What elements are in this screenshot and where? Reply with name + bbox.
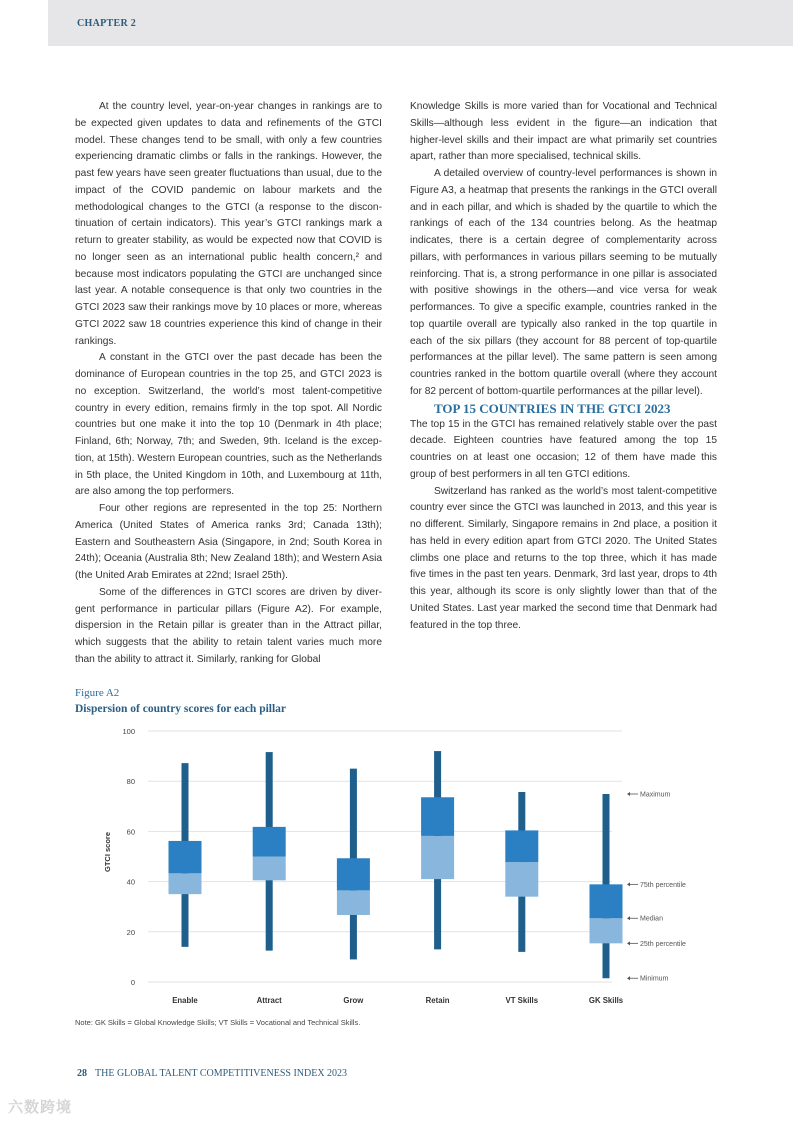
box-lower-quartile [590, 918, 623, 943]
x-category-label: Retain [425, 996, 450, 1005]
box-upper-quartile [505, 830, 538, 862]
left-column [75, 99, 382, 669]
x-category-label: Enable [172, 996, 198, 1005]
arrowhead-icon [627, 941, 630, 945]
box-lower-quartile [421, 836, 454, 879]
x-category-label: Attract [256, 996, 282, 1005]
figure-title: Dispersion of country scores for each pillar [75, 703, 287, 715]
box-upper-quartile [169, 841, 202, 873]
y-tick-label: 0 [130, 978, 135, 987]
legend-annotation: Maximum [640, 791, 671, 799]
box-upper-quartile [421, 797, 454, 836]
paragraph: Four other regions are represented in the top 25: Northern America (United States of America ranks 3rd; Canada 13th); Eastern and Southeastern Asia (Singapore, in 2nd; South Korea in 24th); Oceania (Australia 8th; New Zealand 18th); and Western Asia (the United Arab Emirates at 22nd; Israel 25th). [75, 503, 382, 581]
gridlines [148, 731, 622, 982]
axis-labels [122, 727, 686, 1005]
y-axis-label: GTCI score [103, 831, 112, 873]
box-lower-quartile [337, 890, 370, 915]
box-marks [169, 751, 623, 978]
chapter-header-band [48, 0, 793, 46]
legend-annotation: Minimum [640, 975, 669, 983]
y-tick-label: 20 [126, 927, 135, 937]
paragraph: Some of the differences in GTCI scores are driven by divergent performance in particular pillars (Figure A2). For example, dispersion in the Retain pillar is greater than in the Attract pillar, which suggests that the ability to retain talent varies much more than the ability to attract it. Similarly, ranking for Global [75, 586, 382, 665]
x-category-label: GK Skills [588, 996, 624, 1005]
x-category-label: Grow [343, 996, 364, 1005]
paragraph: A detailed overview of country-level performances is shown in Figure A3, a heatmap that presents the rankings in the GTCI overall and in each pillar, and which is shaded by the quartile to which the rankings of each of the 134 countries belong. As the heatmap indicates, there is a certain degree of complementarity across pillars, with performances in various pillars seeming to be mutually reinforcing. That is, a strong performance in one pillar is associated with positive showings in the others—and vice versa for weak performances. To give a specific example, countries ranked in the top quartile overall are typically also ranked in the top quartile in each of the six pillars (they account for 88 percent of top-quartile performances at the pillar level). The same pattern is seen among countries ranked in the bottom quartile overall (where they account for 82 percent of bottom-quartile performances at the pillar level). [410, 168, 717, 397]
figure-label: Figure A2 [75, 687, 120, 699]
box-upper-quartile [337, 858, 370, 890]
box-lower-quartile [253, 857, 286, 881]
arrowhead-icon [627, 792, 630, 796]
watermark-logo: 六数跨境 [8, 1099, 73, 1116]
y-tick-label: 100 [122, 727, 135, 736]
legend-annotation: 75th percentile [640, 881, 686, 889]
right-column [410, 99, 717, 634]
box-upper-quartile [590, 884, 623, 918]
x-category-label: VT Skills [505, 996, 539, 1005]
legend-annotation: Median [640, 915, 663, 923]
page-number: 28 [77, 1068, 87, 1079]
paragraph: Knowledge Skills is more varied than for Vocational and Technical Skills—although less evident in the figure—an indication that higher-level skills and their impact are what primarily set countries apart, rather than more specialised, technical skills. [410, 101, 717, 163]
arrowhead-icon [627, 976, 630, 980]
box-upper-quartile [253, 827, 286, 857]
paragraph: Switzerland has ranked as the world’s most talent-competitive country ever since the GTCI was launched in 2013, and this year is no different. Similarly, Singapore remains in 2nd place, a position it has held in every edition apart from GTCI 2020. The United States climbs one place and returns to the top three, which it has made five times in the past ten years. Denmark, 3rd last year, drops to 4th this year, although its score is only slightly lower than that of the United States. Last year marked the second time that Denmark had featured in the top three. [410, 485, 717, 631]
paragraph: A constant in the GTCI over the past decade has been the dominance of European countries in the top 25, and GTCI 2023 is no exception. Switzerland, the world’s most talent-competitive country in every edition, remains firmly in the top spot. All Nordic countries but one make it into the top 10 (Denmark in 4th place; Finland, 6th; Norway, 7th; and Sweden, 9th. Iceland is the exception, at 15th). Western European countries, such as the Netherlands in 5th place, the United Kingdom in 10th, and Luxembourg at 11th, are also among the top performers. [75, 352, 382, 498]
figure-note: Note: GK Skills = Global Knowledge Skills; VT Skills = Vocational and Technical Skills. [75, 1018, 361, 1027]
paragraph: The top 15 in the GTCI has remained relatively stable over the past decade. Eighteen countries have featured among the top 15 countries on at least one occasion; 12 of them have made this group of best performers in all ten GTCI editions. [410, 418, 717, 480]
y-tick-label: 80 [126, 777, 135, 787]
box-lower-quartile [505, 862, 538, 897]
y-tick-label: 40 [126, 877, 135, 887]
legend-annotation: 25th percentile [640, 940, 686, 948]
page-footer [77, 1068, 347, 1079]
y-tick-label: 60 [126, 827, 135, 837]
section-heading: TOP 15 COUNTRIES IN THE GTCI 2023 [434, 400, 671, 416]
arrowhead-icon [627, 882, 630, 886]
arrowhead-icon [627, 916, 630, 920]
box-lower-quartile [169, 873, 202, 894]
publication-title: THE GLOBAL TALENT COMPETITIVENESS INDEX 2023 [95, 1068, 348, 1079]
boxplot-chart [0, 720, 793, 1015]
paragraph: At the country level, year-on-year changes in rankings are to be expected given updates to data and refinements of the GTCI model. These changes tend to be small, with only a few countries experiencing dramatic climbs or falls in the rankings. However, the past few years have seen greater fluctuations than usual, due to the impact of the COVID pandemic on labour markets and the methodological changes to the GTCI (a response to the discontinuation of certain indicators). This year’s GTCI rankings mark a return to greater stability, as would be expected now that COVID is no longer seen as an international public health concern,² and because most indicators populating the GTCI are unchanged since last year. A notable consequence is that only two countries in the GTCI 2023 saw their rankings move by 10 places or more, whereas GTCI 2022 saw 18 countries experience this kind of change in their rankings. [75, 101, 382, 347]
chapter-label: CHAPTER 2 [77, 18, 137, 29]
